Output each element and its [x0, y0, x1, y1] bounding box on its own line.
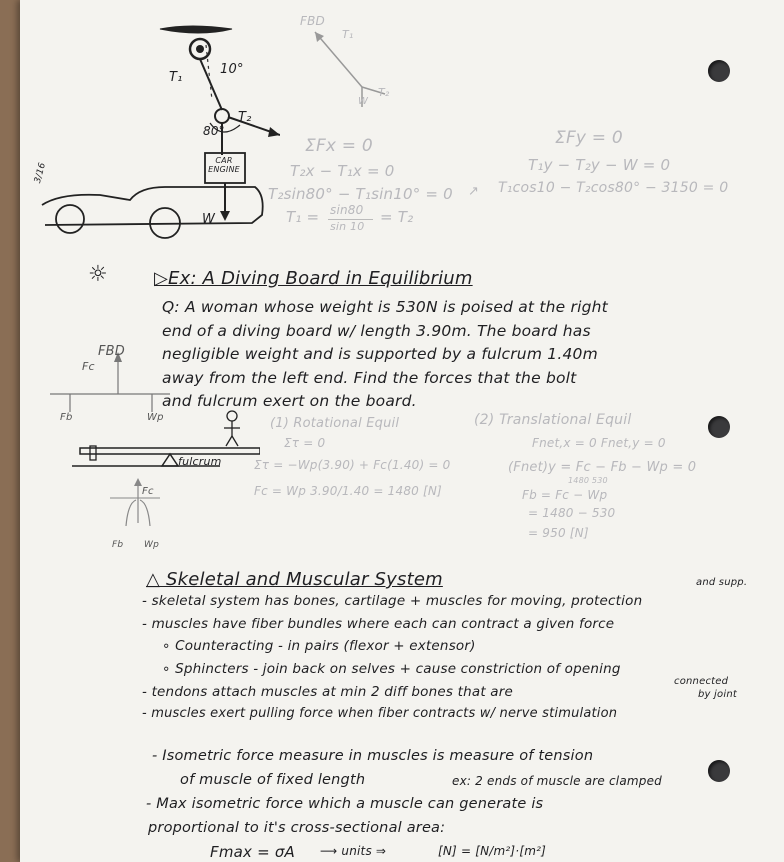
max-force-line2: proportional to it's cross-sectional area:: [148, 820, 446, 836]
sum-fx: ΣFx = 0: [305, 136, 373, 156]
diving-problem: [162, 296, 608, 414]
skeletal-line: - skeletal system has bones, cartilage + muscles for moving, protection: [142, 593, 643, 609]
isometric-example: ex: 2 ends of muscle are clamped: [452, 774, 662, 788]
fx-eq3-num: sin80: [330, 203, 364, 217]
trans-eq2b: 1480 530: [568, 476, 608, 485]
trans-eq4: = 1480 − 530: [528, 506, 616, 520]
skeletal-line: ∘ Counteracting - in pairs (flexor + extensor): [162, 638, 476, 654]
trans-title: (2) Translational Equil: [474, 412, 632, 428]
diving-board-diagram: [60, 408, 260, 558]
car-engine-diagram: [40, 15, 280, 260]
problem-line: away from the left end. Find the forces that the bolt: [162, 368, 577, 387]
top-fbd-w: W: [358, 96, 369, 107]
skeletal-line: - muscles exert pulling force when fiber contracts w/ nerve stimulation: [142, 706, 618, 721]
problem-line: end of a diving board w/ length 3.90m. The board has: [162, 321, 591, 340]
problem-line: and fulcrum exert on the board.: [162, 392, 417, 410]
skeletal-line: - muscles have fiber bundles where each can contract a given force: [142, 616, 615, 632]
w-label: W: [202, 212, 216, 227]
fbd-wp: Wp: [147, 412, 164, 423]
lower-fc: Fc: [142, 486, 154, 497]
rot-eq3: Fc = Wp 3.90/1.40 = 1480 [N]: [254, 484, 442, 498]
fulcrum-label: fulcrum: [178, 455, 222, 468]
fbd-fb: Fb: [60, 412, 73, 423]
skeletal-line: - tendons attach muscles at min 2 diff bones that are: [142, 684, 514, 700]
rot-eq1: Στ = 0: [284, 436, 326, 450]
fx-eq1: T₂x − T₁x = 0: [290, 162, 395, 180]
trans-eq2: (Fnet)y = Fc − Fb − Wp = 0: [508, 460, 697, 475]
connected-note: connected: [674, 676, 729, 687]
skeletal-title: △ Skeletal and Muscular System: [146, 569, 443, 590]
top-fbd-label: FBD: [300, 14, 325, 28]
fx-eq3-left: T₁ =: [286, 208, 320, 226]
trans-eq1: Fnet,x = 0 Fnet,y = 0: [532, 436, 666, 450]
fx-eq2: T₂sin80° − T₁sin10° = 0: [268, 185, 453, 203]
by-joint-note: by joint: [698, 689, 737, 700]
problem-line: negligible weight and is supported by a fulcrum 1.40m: [162, 345, 598, 363]
top-fbd-t2: T₂: [378, 86, 390, 99]
sum-fy: ΣFy = 0: [555, 128, 623, 148]
angle-10-label: 10°: [220, 62, 244, 77]
binder-hole: [708, 760, 730, 782]
fx-eq3-right: = T₂: [380, 208, 414, 226]
fx-eq3-den: sin 10: [330, 220, 365, 233]
notebook-page: [20, 0, 784, 862]
isometric-line2: of muscle of fixed length: [180, 772, 366, 788]
max-force-line1: - Max isometric force which a muscle can generate is: [146, 796, 544, 812]
lower-fb: Fb: [112, 540, 124, 550]
units-arrow: ⟶ units ⇒: [320, 844, 387, 858]
top-fbd-t1: T₁: [342, 28, 354, 41]
angle-80-label: 80°: [203, 124, 225, 138]
rot-title: (1) Rotational Equil: [270, 416, 400, 431]
problem-line: Q: A woman whose weight is 530N is poised at the right: [162, 298, 608, 316]
car-engine-label: CAR ENGINE: [208, 156, 240, 174]
trans-eq3: Fb = Fc − Wp: [522, 488, 608, 502]
isometric-line1: - Isometric force measure in muscles is measure of tension: [152, 748, 594, 764]
t1-label: T₁: [169, 70, 183, 85]
fy-eq2: T₁cos10 − T₂cos80° − 3150 = 0: [498, 180, 729, 196]
t2-label: T₂: [238, 110, 252, 125]
diving-fbd-label: FBD: [98, 344, 126, 359]
fy-eq1: T₁y − T₂y − W = 0: [528, 156, 671, 174]
arrow: ↗: [468, 184, 480, 199]
diving-title: ▷Ex: A Diving Board in Equilibrium: [154, 268, 473, 289]
trans-eq5: = 950 [N]: [528, 526, 589, 540]
rot-eq2: Στ = −Wp(3.90) + Fc(1.40) = 0: [254, 458, 451, 472]
binder-hole: [708, 60, 730, 82]
and-supp-note: and supp.: [696, 577, 748, 588]
margin-note: 3/16: [32, 161, 49, 185]
binder-hole: [708, 416, 730, 438]
idea-icon: ☼: [88, 262, 108, 287]
units-formula: [N] = [N/m²]·[m²]: [438, 844, 546, 858]
fbd-fc: Fc: [82, 360, 95, 373]
formula: Fmax = σA: [210, 843, 295, 861]
lower-wp: Wp: [144, 540, 160, 550]
skeletal-line: ∘ Sphincters - join back on selves + cause constriction of opening: [162, 661, 621, 677]
